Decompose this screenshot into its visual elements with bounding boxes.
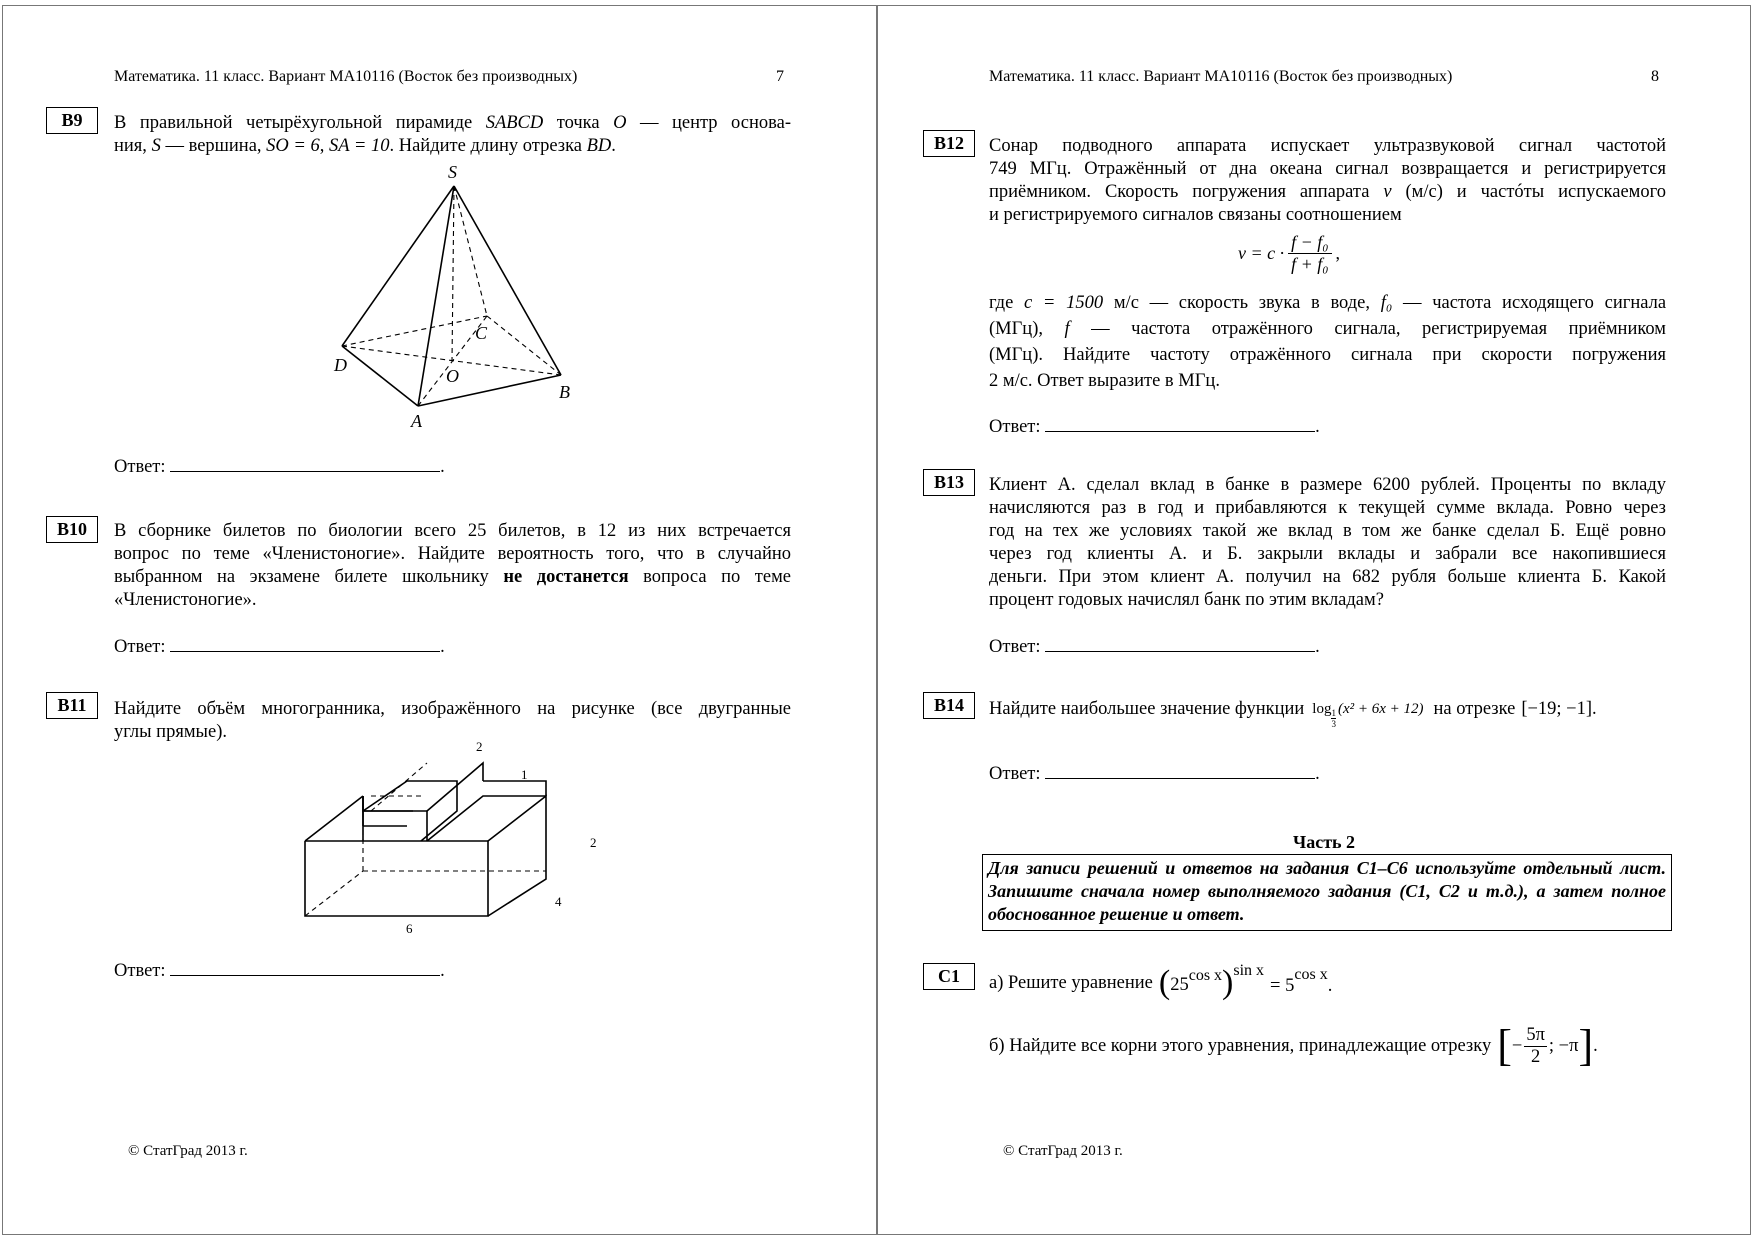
b9-cond1: SO = 6 <box>266 136 320 156</box>
task-b9-text: В правильной четырёхугольной пирамиде SABCD точка O — центр основа- ния, S — вершина, SO = 6, SA = 10. Найдите длину отрезка BD. <box>114 113 791 156</box>
b12-line-1: Сонар подводного аппарата испускает ультразвуковой сигнал частотой <box>989 136 1666 156</box>
b12-line-4: и регистрируемого сигналов связаны соотношением <box>989 205 1402 225</box>
c1-b-tail: ; −π <box>1548 1035 1579 1056</box>
b13-line-5: деньги. При этом клиент А. получил на 682 рубля больше клиента Б. Какой <box>989 567 1666 587</box>
b13-line-6: процент годовых начислял банк по этим вкладам? <box>989 590 1384 610</box>
height-so <box>452 186 454 361</box>
answer-b9: Ответ: . <box>114 457 445 477</box>
b9-point-o: O <box>613 113 627 133</box>
c1-a-end: . <box>1327 975 1333 996</box>
answer-label: Ответ: <box>114 457 166 477</box>
answer-label: Ответ: <box>989 764 1041 784</box>
task-b12-text-2 <box>989 290 1666 394</box>
dim-width: 6 <box>406 921 413 936</box>
task-tag-b13: B13 <box>923 469 975 496</box>
where-a: где <box>989 293 1014 313</box>
task-b10-text <box>114 520 791 612</box>
answer-blank-b11[interactable] <box>170 959 440 976</box>
dim-top: 2 <box>476 739 483 754</box>
b13-line-3: год на тех же условиях такой же вклад в том же банке сделал Б. Ещё ровно <box>989 521 1666 541</box>
b14-log-expression <box>1312 698 1423 729</box>
c1-lhs <box>1170 966 1223 996</box>
b12-formula <box>1238 232 1340 275</box>
b10-line-3a: выбранном на экзамене билете школьнику <box>114 567 489 587</box>
edge-ab <box>418 375 561 406</box>
task-tag-b12: B12 <box>923 130 975 157</box>
task-b13-text <box>989 474 1666 612</box>
c1-inner-exp: cos x <box>1188 966 1223 984</box>
b9-point-s: S <box>151 136 161 156</box>
b12-line-3b: (м/с) и частóты испускаемого <box>1405 182 1667 202</box>
b14-arg: (x² + 6x + 12) <box>1337 701 1424 717</box>
part2-title: Часть 2 <box>1293 832 1356 852</box>
b10-line-1: В сборнике билетов по биологии всего 25 билетов, в 12 из них встречается <box>114 521 791 541</box>
c1-base: 25 <box>1170 974 1189 995</box>
b12-line-7: (МГц). Найдите частоту отражённого сигнала при скорости погружения <box>989 345 1666 365</box>
c1-bracket-open: [ <box>1497 1021 1512 1070</box>
c1-b-minus: − <box>1511 1035 1523 1056</box>
where-f0: f₀ <box>1380 293 1393 313</box>
c1-paren-open: ( <box>1158 964 1171 1001</box>
c1-a-text: а) Решите уравнение <box>989 972 1153 993</box>
b14-text1: Найдите наибольшее значение функции <box>989 699 1305 719</box>
answer-blank-b10[interactable] <box>170 635 440 652</box>
page-right <box>877 5 1751 1235</box>
answer-b10: Ответ: . <box>114 637 445 657</box>
edge-sc-hidden <box>454 186 487 316</box>
task-b14-text <box>989 698 1679 729</box>
b10-line-4: «Членистоногие». <box>114 590 257 610</box>
formula-comma: , <box>1335 243 1341 263</box>
c1-outer-exp: sin x <box>1233 962 1265 979</box>
c1-b-text: б) Найдите все корни этого уравнения, принадлежащие отрезку <box>989 1035 1492 1056</box>
answer-blank-b12[interactable] <box>1045 415 1315 432</box>
b10-line-3c: вопроса по теме <box>643 567 791 587</box>
b10-line-2: вопрос по теме «Членистоногие». Найдите вероятность того, что в случайно <box>114 544 791 564</box>
b14-log: log <box>1312 701 1332 717</box>
line6-f: f <box>1064 319 1070 339</box>
b11-line-1: Найдите объём многогранника, изображённого на рисунке (все двугранные <box>114 699 791 719</box>
c1-rhs: = 5 <box>1270 975 1295 996</box>
b14-base-den: 3 <box>1331 719 1336 729</box>
label-c: C <box>475 323 488 343</box>
copyright-right: © СтатГрад 2013 г. <box>1003 1143 1123 1159</box>
where-d: — частота исходящего сигнала <box>1403 293 1667 313</box>
b12-line-8: 2 м/с. Ответ выразите в МГц. <box>989 371 1220 391</box>
answer-label: Ответ: <box>989 417 1041 437</box>
label-a: A <box>411 411 422 431</box>
b14-end: . <box>1592 699 1597 719</box>
label-d: D <box>334 355 347 375</box>
page-number: 8 <box>1651 68 1659 85</box>
page-header: Математика. 11 класс. Вариант МА10116 (Восток без производных) <box>989 68 1453 85</box>
copyright-left: © СтатГрад 2013 г. <box>128 1143 248 1159</box>
b9-cond2: SA = 10 <box>329 136 390 156</box>
b14-text2: на отрезке <box>1433 699 1516 719</box>
label-s: S <box>448 162 457 182</box>
formula-denominator: f + f₀ <box>1291 254 1329 274</box>
answer-label: Ответ: <box>989 637 1041 657</box>
c1-rhs-exp: cos x <box>1294 966 1328 983</box>
b9-text4: ния, <box>114 136 147 156</box>
b9-text5: — вершина, <box>165 136 262 156</box>
edge-dc-hidden <box>342 316 487 346</box>
page-number: 7 <box>776 68 784 85</box>
b9-text2: точка <box>556 113 600 133</box>
edge-sd <box>342 186 454 346</box>
dim-height: 2 <box>590 835 597 850</box>
task-b12-text <box>989 135 1666 227</box>
b14-log-base <box>1331 708 1336 729</box>
answer-blank-b9[interactable] <box>170 455 440 472</box>
label-o: O <box>446 366 459 386</box>
hidden-edge-block <box>371 763 427 811</box>
page-left <box>2 5 877 1235</box>
b14-interval: [−19; −1] <box>1521 699 1593 719</box>
b9-text1: В правильной четырёхугольной пирамиде <box>114 113 473 133</box>
left-top-edge <box>305 796 363 841</box>
b12-var-v: v <box>1383 182 1392 202</box>
answer-blank-b14[interactable] <box>1045 762 1315 779</box>
c1-b-end: . <box>1593 1035 1598 1056</box>
formula-lhs: v = c · <box>1238 243 1285 263</box>
c1-part-b <box>989 1021 1598 1070</box>
c1-b-den: 2 <box>1530 1046 1541 1067</box>
b9-pyramid-name: SABCD <box>485 113 544 133</box>
answer-label: Ответ: <box>114 637 166 657</box>
answer-blank-b13[interactable] <box>1045 635 1315 652</box>
b13-line-2: начисляются раз в год и прибавляются к текущей сумме вклада. Ровно через <box>989 498 1666 518</box>
hidden-edge-bottom-left <box>305 871 363 916</box>
label-b: B <box>559 382 570 402</box>
b13-line-1: Клиент А. сделал вклад в банке в размере 6200 рублей. Проценты по вкладу <box>989 475 1666 495</box>
formula-numerator: f − f₀ <box>1288 232 1331 254</box>
where-b: м/с — скорость звука в воде, <box>1113 293 1371 313</box>
part2-instructions: Для записи решений и ответов на задания С1–С6 используйте отдельный лист. Запишите сначала номер выполняемого задания (С1, С2 и т.д.), а затем полное обоснованное решение и ответ. <box>982 854 1672 931</box>
edge-sb <box>454 186 561 375</box>
c1-part-a <box>989 962 1333 1001</box>
b12-line-2: 749 МГц. Отражённый от дна океана сигнал возвращается и регистрируется <box>989 159 1666 179</box>
page-header: Математика. 11 класс. Вариант МА10116 (Восток без производных) <box>114 68 578 85</box>
b12-line-3a: приёмником. Скорость погружения аппарата <box>989 182 1370 202</box>
c1-paren-close: ) <box>1222 964 1234 1001</box>
answer-b13: Ответ: . <box>989 637 1320 657</box>
b13-line-4: через год клиенты А. и Б. закрыли вклады и забрали все накопившиеся <box>989 544 1666 564</box>
pyramid-figure <box>323 156 583 431</box>
task-tag-b11: B11 <box>46 692 98 719</box>
right-face <box>488 796 546 916</box>
c1-b-num: 5π <box>1526 1024 1545 1045</box>
c1-bracket-close: ] <box>1578 1021 1594 1070</box>
task-tag-b10: B10 <box>46 516 98 543</box>
front-face <box>305 841 488 916</box>
b11-line-2: углы прямые). <box>114 722 227 742</box>
answer-label: Ответ: <box>114 961 166 981</box>
line6-b: — частота отражённого сигнала, регистрируемая приёмником <box>1091 319 1667 339</box>
answer-b11: Ответ: . <box>114 961 445 981</box>
task-tag-b14: B14 <box>923 692 975 719</box>
answer-b14: Ответ: . <box>989 764 1320 784</box>
answer-b12: Ответ: . <box>989 417 1320 437</box>
where-c: c = 1500 <box>1024 293 1104 313</box>
task-tag-b9: B9 <box>46 107 98 134</box>
b14-base-num: 1 <box>1331 708 1336 718</box>
polyhedron-figure <box>283 736 623 936</box>
b9-text3: — центр основа- <box>639 113 791 133</box>
dim-depth: 4 <box>555 894 562 909</box>
formula-fraction <box>1288 232 1331 275</box>
c1-b-fraction <box>1524 1025 1547 1068</box>
line6-a: (МГц), <box>989 319 1043 339</box>
b9-segment: BD <box>586 136 612 156</box>
dim-step: 1 <box>521 767 528 782</box>
b9-text6: . Найдите длину отрезка <box>389 136 582 156</box>
task-tag-c1: C1 <box>923 963 975 990</box>
b10-line-3b: не достанется <box>503 567 629 587</box>
